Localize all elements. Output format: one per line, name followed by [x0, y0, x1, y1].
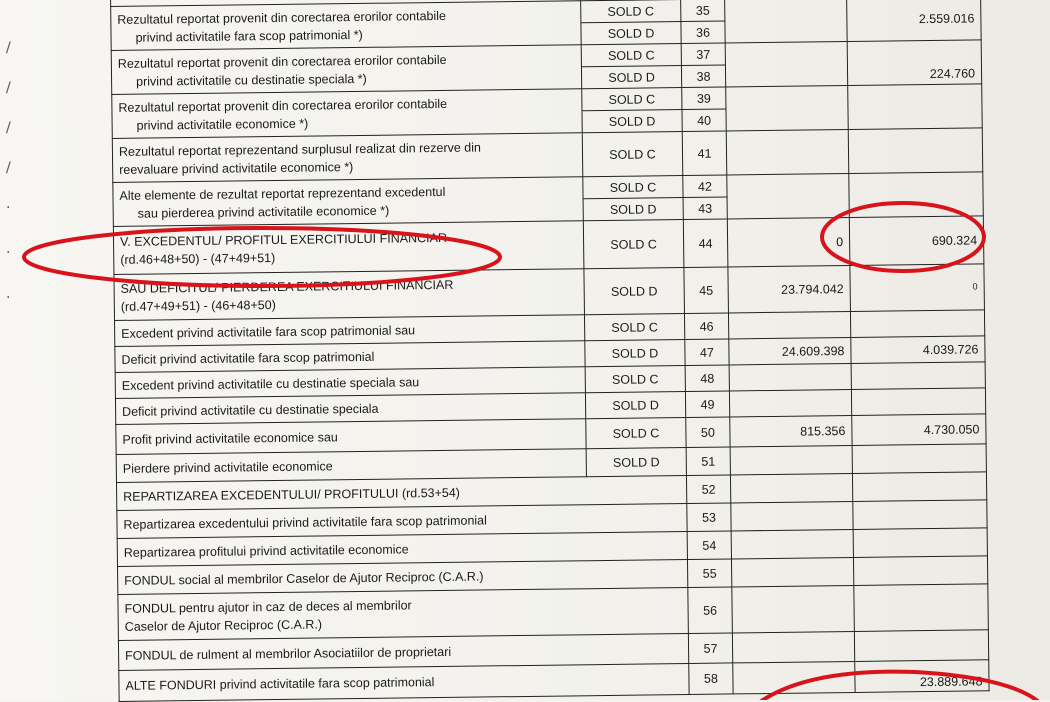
edge-mark-icon: / [6, 160, 11, 176]
value-prev [726, 129, 849, 174]
edge-mark-icon: · [6, 245, 11, 261]
row-description: Profit privind activitatile economice sau [116, 419, 586, 455]
value-curr: 0 [850, 264, 985, 312]
row-number: 57 [688, 633, 732, 664]
row-number: 47 [685, 339, 729, 366]
value-prev [729, 363, 851, 390]
edge-mark-icon: · [6, 200, 11, 216]
value-curr: 690.324 [849, 216, 984, 266]
table-row [111, 0, 981, 28]
row-description: SAU DEFICITUL/ PIERDEREA EXERCITIULUI FINANCIAR (rd.47+49+51) - (46+48+50) [114, 269, 585, 321]
row-number: 40 [682, 109, 726, 132]
row-number: 49 [685, 391, 729, 418]
row-number: 55 [687, 559, 731, 588]
row-number: 50 [686, 417, 730, 448]
value-prev: 24.609.398 [729, 337, 851, 364]
value-curr: 4.039.726 [851, 336, 985, 364]
value-curr [852, 444, 986, 474]
value-curr [848, 84, 983, 130]
row-number: 38 [681, 65, 725, 88]
value-prev [727, 173, 850, 218]
row-number: 51 [686, 447, 730, 476]
row-number: 35 [681, 0, 725, 22]
edge-mark-icon: · [6, 290, 11, 306]
sold-type: SOLD D [585, 340, 685, 367]
value-prev [732, 585, 855, 632]
value-curr [852, 472, 986, 502]
value-prev [730, 445, 852, 474]
row-number: 52 [686, 475, 730, 504]
value-prev [729, 389, 851, 416]
value-prev [725, 0, 848, 43]
value-prev [726, 85, 849, 130]
row-description: Repartizarea excedentului privind activitatile fara scop patrimonial [117, 503, 687, 538]
sold-type: SOLD C [582, 132, 683, 177]
row-description: Rezultatul reportat provenit din corectarea erorilor contabile privind activitatile fara scop patrimonial *) [111, 1, 582, 51]
edge-mark-icon: / [6, 120, 11, 136]
value-curr [848, 128, 983, 174]
sold-type: SOLD C [581, 44, 681, 67]
sold-type: SOLD D [583, 198, 683, 221]
row-number: 53 [687, 503, 731, 532]
value-prev [732, 631, 854, 662]
row-description: Rezultatul reportat reprezentand surplusul realizat din rezerve din reevaluare privind activitatile economice *) [112, 133, 583, 183]
value-prev [733, 661, 855, 693]
row-number: 44 [683, 219, 728, 268]
value-curr: 2.559.016 [847, 0, 982, 41]
value-prev [731, 557, 853, 586]
row-description: V. EXCEDENTUL/ PROFITUL EXERCITIULUI FINANCIAR (rd.46+48+50) - (47+49+51) [113, 221, 584, 275]
value-curr [853, 556, 987, 586]
row-number: 46 [684, 313, 728, 340]
sold-type: SOLD C [582, 88, 682, 111]
value-prev: 23.794.042 [728, 265, 851, 312]
value-prev [730, 473, 852, 502]
edge-mark-icon: / [6, 80, 11, 96]
sold-type: SOLD C [585, 366, 685, 393]
row-description: Deficit privind activitatile cu destinatie speciala [115, 393, 585, 425]
row-description: FONDUL de rulment al membrilor Asociatiilor de proprietari [118, 633, 688, 670]
value-prev [725, 41, 848, 86]
value-curr [854, 584, 989, 632]
row-number: 39 [682, 87, 726, 110]
value-curr [854, 630, 988, 662]
row-description: Excedent privind activitatile cu destinatie speciala sau [115, 367, 585, 399]
value-prev [728, 311, 850, 338]
value-prev: 815.356 [730, 415, 852, 446]
row-number: 41 [682, 131, 727, 176]
value-curr: 23.889.648 [855, 660, 989, 693]
row-number: 37 [681, 43, 725, 66]
value-curr [853, 528, 987, 558]
row-number: 36 [681, 21, 725, 44]
value-curr [853, 500, 987, 530]
value-curr [850, 310, 984, 338]
value-curr: 224.760 [847, 40, 982, 86]
row-number: 54 [687, 531, 731, 560]
row-number: 58 [689, 663, 733, 695]
row-description: Deficit privind activitatile fara scop patrimonial [115, 341, 585, 373]
sold-type: SOLD D [586, 447, 686, 476]
sold-type: SOLD C [583, 220, 684, 269]
sold-type: SOLD D [581, 66, 681, 89]
row-description: Pierdere privind activitatile economice [116, 449, 586, 483]
row-description: REPARTIZAREA EXCEDENTULUI/ PROFITULUI (rd.53+54) [116, 475, 686, 510]
row-description: Excedent privind activitatile fara scop patrimonial sau [115, 315, 585, 347]
value-curr [851, 362, 985, 390]
value-curr: 4.730.050 [852, 414, 986, 446]
value-curr [849, 172, 984, 218]
sold-type: SOLD C [586, 417, 686, 448]
sold-type: SOLD D [581, 22, 681, 45]
row-number: 48 [685, 365, 729, 392]
edge-mark-icon: / [6, 40, 11, 56]
row-description: Rezultatul reportat provenit din corectarea erorilor contabile privind activitatile economice *) [112, 89, 583, 139]
row-description: ALTE FONDURI privind activitatile fara scop patrimonial [119, 663, 689, 701]
sold-type: SOLD D [585, 391, 685, 418]
value-prev [731, 501, 853, 530]
sold-type: SOLD D [584, 268, 685, 315]
sold-type: SOLD D [582, 110, 682, 133]
row-description: Alte elemente de rezultat reportat reprezentand excedentul sau pierderea privind activitatile economice *) [113, 177, 584, 227]
row-number: 56 [688, 587, 733, 634]
row-number: 45 [684, 267, 729, 314]
row-description: FONDUL social al membrilor Caselor de Ajutor Reciproc (C.A.R.) [118, 559, 688, 594]
balance-sheet-table [110, 0, 990, 702]
row-description: Repartizarea profitului privind activitatile economice [117, 531, 687, 566]
value-prev [731, 529, 853, 558]
sold-type: SOLD C [581, 0, 681, 23]
sold-type: SOLD C [584, 314, 684, 341]
row-number: 43 [683, 197, 727, 220]
row-description: Rezultatul reportat provenit din corectarea erorilor contabile privind activitatile cu destinatie speciala *) [111, 45, 582, 95]
binding-edge-marks [0, 0, 30, 700]
value-prev: 0 [727, 217, 850, 266]
value-curr [851, 388, 985, 416]
row-number: 42 [683, 175, 727, 198]
row-description: FONDUL pentru ajutor in caz de deces al membrilor Caselor de Ajutor Reciproc (C.A.R.) [118, 587, 689, 640]
sold-type: SOLD C [583, 176, 683, 199]
